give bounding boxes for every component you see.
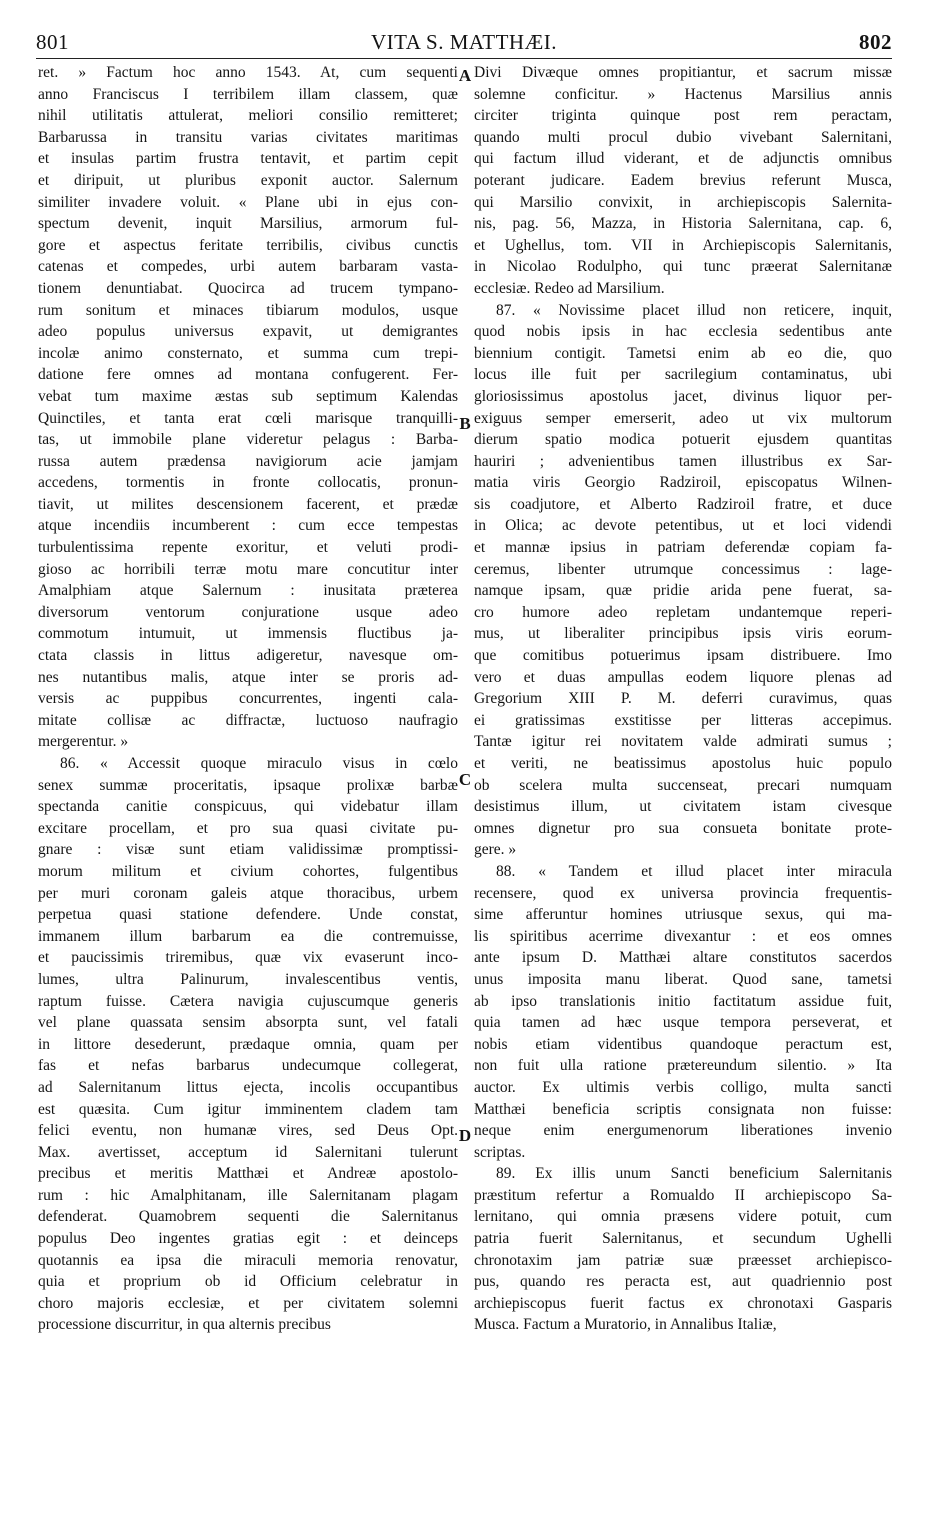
text-line: ab ipso translationis initio factitatum assidue fuit, (474, 992, 892, 1010)
text-line: pus, quando res peracta est, aut quadriennio post (474, 1273, 892, 1291)
text-line: perpetua quasi statione defendere. Unde constat, (38, 906, 458, 924)
text-line: gioso ac horribili terræ motu mare concutitur inter (38, 560, 458, 578)
text-line: poterant judicare. Eadem brevius referunt Musca, (474, 171, 892, 189)
text-line: ceremus, libenter utrumque concessimus : lage- (474, 560, 892, 578)
text-line: et mannæ ipsius in patriam deferendæ copiam fa- (474, 539, 892, 557)
text-line: fas et nefas barbarus undecumque collegerat, (38, 1057, 458, 1075)
right-text-column (474, 62, 892, 1336)
text-line: tionem denuntiabat. Quocirca ad trucem tympano- (38, 279, 458, 297)
text-line: vero et duas ampullas eodem liquore plenas ad (474, 668, 892, 686)
text-line: ctata classis in littus adigeretur, navesque om- (38, 647, 458, 665)
running-title: VITA S. MATTHÆI. (371, 30, 557, 54)
text-line: locus ille fuit per sacrilegium contaminatus, ubi (474, 366, 892, 384)
text-line: quia et proprium ob id Officium celebratur in (38, 1273, 458, 1291)
text-line: quando multi procul dubio vivebant Salernitani, (474, 128, 892, 146)
margin-letter-b: B (459, 414, 471, 433)
text-line: et Ughellus, tom. VII in Archiepiscopis Salernitanis, (474, 236, 892, 254)
text-line: cro humore adeo repletam undantemque reperi- (474, 603, 892, 621)
margin-letter-c: C (458, 770, 472, 789)
text-line: sime afferuntur homines utriusque sexus, qui ma- (474, 906, 892, 924)
text-line: gore et aspectus feritate terribilis, civibus cunctis (38, 236, 458, 254)
text-line: gloriosissimus apostolus jacet, divinus liquor per- (474, 387, 892, 405)
text-line: in littore desederunt, prædaque omnia, quam per (38, 1035, 458, 1053)
text-line: Tantæ igitur rei novitatem valde admirati sumus ; (474, 733, 892, 751)
text-line: senex summæ proceritatis, ipsaque prolixæ barbæ (38, 776, 458, 794)
text-line: præstitum refertur a Romualdo II archiepiscopo Sa- (474, 1186, 892, 1204)
text-line: ob scelera multa succenseat, precari numquam (474, 776, 892, 794)
text-line: excitare procellam, et pro sua quasi civitate pu- (38, 819, 458, 837)
text-line: lernitano, qui omnia præsens videre potuit, cum (474, 1208, 892, 1226)
text-line: neque enim energumenorum liberationes invenio (474, 1122, 892, 1140)
text-line: archiepiscopus fuerit factus ex chronotaxi Gasparis (474, 1294, 892, 1312)
text-line: auctor. Ex ultimis verbis colligo, multa sancti (474, 1078, 892, 1096)
text-line: morum militum et civium cohortes, fulgentibus (38, 862, 458, 880)
text-line: qui factum illud viderant, et de adjunctis omnibus (474, 150, 892, 168)
text-line: patria fuerit Salernitanus, et secundum Ughelli (474, 1230, 892, 1248)
text-line: gere. » (474, 841, 517, 859)
text-line: spectanda canitie conspicuus, qui videbatur illam (38, 798, 458, 816)
page-number-left: 801 (36, 30, 69, 54)
text-line: versis ac puppibus concurrentes, ingenti cala- (38, 690, 458, 708)
text-line: qui Marsilio convixit, in archiepiscopis Salernita- (474, 193, 892, 211)
text-line: spectum devenit, inquit Marsilius, armorum ful- (38, 215, 458, 233)
text-line: mergerentur. » (38, 733, 129, 751)
text-line: dierum spatio modica potuerit ejusdem quantitas (474, 431, 892, 449)
text-line: chronotaxim jam patriæ suæ præesset archiepisco- (474, 1251, 892, 1269)
text-line: immanem illum barbarum ea die contremuisse, (38, 927, 458, 945)
text-line: Barbarussa in transitu varias civitates maritimas (38, 128, 458, 146)
text-line: anno Franciscus I terribilem illam classem, quæ (38, 85, 458, 103)
text-line: nobis etiam videntibus quandoque peractum est, (474, 1035, 892, 1053)
text-line: omnes dignetur pro sua consueta bonitate prote- (474, 819, 892, 837)
text-line: vel plane quassata sensim absorpta sunt, vel fatali (38, 1014, 458, 1032)
margin-letter-a: A (458, 66, 472, 85)
text-line: processione discurritur, in qua alternis precibus (38, 1316, 331, 1334)
text-line: recensere, quod ex universa provincia frequentis- (474, 884, 892, 902)
text-line: namque ipsam, quæ pridie arida pene fuerat, sa- (474, 582, 892, 600)
text-line: lumes, ultra Palinurum, invalescentibus ventis, (38, 970, 458, 988)
text-line: vebat tum maxime æstas sub septimum Kalendas (38, 387, 458, 405)
text-line: choro majoris ecclesiæ, et per civitatem solemni (38, 1294, 458, 1312)
text-line: ecclesiæ. Redeo ad Marsilium. (474, 279, 665, 297)
text-line: 89. Ex illis unum Sancti beneficium Salernitanis (496, 1165, 892, 1183)
text-line: rum : hic Amalphitanam, ille Salernitanam plagam (38, 1186, 458, 1204)
text-line: Divi Divæque omnes propitiantur, et sacrum missæ (474, 64, 892, 81)
text-line: quotannis ea ipsa die miraculi memoria renovatur, (38, 1251, 458, 1269)
text-line: Gregorium XIII P. M. deferri curavimus, quas (474, 690, 892, 708)
text-line: nihil utilitatis attulerat, meliori consilio remitteret; (38, 107, 458, 125)
text-line: nis, pag. 56, Mazza, in Historia Salernitana, cap. 6, (474, 215, 892, 233)
text-line: catenas et compedes, urbi autem barbaram vasta- (38, 258, 458, 276)
text-line: tiavit, ut milites descensionem facerent, et prædæ (38, 495, 458, 513)
text-line: Matthæi beneficia scriptis consignata non fuisse: (474, 1100, 892, 1118)
text-line: similiter invadere voluit. « Plane ubi in ejus con- (38, 193, 458, 211)
text-line: ret. » Factum hoc anno 1543. At, cum sequenti (38, 64, 458, 81)
text-line: gnare : visæ sunt etiam validissimæ promptissi- (38, 841, 458, 859)
text-line: et paucissimis triremibus, quæ vix evaserunt inco- (38, 949, 458, 967)
text-line: diversorum ventorum conjuratione usque adeo (38, 603, 458, 621)
text-line: raptum fuisse. Cætera navigia cujuscumque generis (38, 992, 458, 1010)
text-line: commotum intumuit, ut immensis fluctibus ja- (38, 625, 458, 643)
text-line: mitate collisæ ac diffractæ, luctuoso naufragio (38, 711, 458, 729)
text-line: Amalphiam atque Salernum : inusitata præterea (38, 582, 458, 600)
text-line: sis coadjutore, et Alberto Radziroil fratre, et duce (474, 495, 892, 513)
text-line: adeo populus universus expavit, ut demigrantes (38, 323, 458, 341)
text-line: per muri coronam galeis atque thoracibus, urbem (38, 884, 458, 902)
text-line: in Olica; ac devote petentibus, ut et loci videndi (474, 517, 892, 535)
text-line: desistimus illum, ut civitatem istam civesque (474, 798, 892, 816)
running-header (36, 22, 892, 59)
text-line: turbulentissima repente exoritur, et veluti prodi- (38, 539, 458, 557)
text-line: biennium contigit. Tametsi enim ab eo die, quo (474, 344, 892, 362)
text-line: et insulas partim frustra tentavit, et partim cepit (38, 150, 458, 168)
text-line: defenderat. Quamobrem sequenti die Salernitanus (38, 1208, 458, 1226)
text-line: ei gratissimas exstitisse per litteras accepimus. (474, 711, 892, 729)
text-line: accedens, tormentis in fronte collocatis, pronun- (38, 474, 458, 492)
text-line: quod nobis ipsis in hac ecclesia sedentibus ante (474, 323, 892, 341)
text-line: Quinctiles, et tanta erat cœli marisque tranquilli- (38, 409, 458, 427)
text-line: felici eventu, non humanæ vires, sed Deus Opt. (38, 1122, 458, 1140)
text-line: rum sonitum et minaces tibiarum modulos, usque (38, 301, 458, 319)
text-line: et diripuit, ut pluribus exponit auctor. Salernum (38, 171, 458, 189)
text-line: datione fere omnes ad montana confugerent. Fer- (38, 366, 458, 384)
text-line: incolæ animo consternato, et summa cum trepi- (38, 344, 458, 362)
text-line: atque incendiis incumberent : cum ecce tempestas (38, 517, 458, 535)
text-line: ad Salernitanum littus ejecta, incolis occupantibus (38, 1078, 458, 1096)
text-line: russa autem prædensa navigiorum acie jamjam (38, 452, 458, 470)
text-line: in Nicolao Rodulpho, qui tunc præerat Salernitanæ (474, 258, 892, 276)
text-line: matia viris Georgio Radziroil, episcopatus Wilnen- (474, 474, 892, 492)
text-line: hauriri ; advenientibus tamen illustribus ex Sar- (474, 452, 892, 470)
text-line: populus Deo ingentes gratias egit : et deinceps (38, 1230, 458, 1248)
text-line: Musca. Factum a Muratorio, in Annalibus Italiæ, (474, 1316, 777, 1334)
text-line: solemne conficitur. » Hactenus Marsilius annis (474, 85, 892, 103)
text-line: quia tamen ad hæc usque tempora perseverat, et (474, 1014, 892, 1032)
page-number-right: 802 (859, 30, 892, 54)
text-line: 88. « Tandem et illud placet inter miracula (496, 862, 892, 880)
text-line: nes nutantibus malis, atque inter se proris ad- (38, 668, 458, 686)
text-line: exiguus semper emerserit, adeo ut vix multorum (474, 409, 892, 427)
text-line: mus, ut liberaliter principibus ipsis viris eorum- (474, 625, 892, 643)
text-line: circiter triginta quinque post rem peractam, (474, 107, 892, 125)
text-line: que comitibus potuerimus ipsam distribuere. Imo (474, 647, 892, 665)
text-line: Max. avertisset, acceptum id Salernitani tulerunt (38, 1143, 458, 1161)
margin-letter-d: D (458, 1126, 472, 1145)
text-line: 87. « Novissime placet illud non reticere, inquit, (496, 301, 892, 319)
text-line: est quæsita. Cum igitur imminentem cladem tam (38, 1100, 458, 1118)
text-line: precibus et meritis Matthæi et Andreæ apostolo- (38, 1165, 458, 1183)
text-line: tas, ut immobile plane videretur pelagus : Barba- (38, 431, 458, 449)
text-line: 86. « Accessit quoque miraculo visus in cœlo (60, 755, 458, 772)
text-line: non fuit ulla ratione prætereundum silentio. » Ita (474, 1057, 892, 1075)
text-line: unus imposita manu liberat. Quod sane, tametsi (474, 970, 892, 988)
text-line: lis spiritibus acerrime divexantur : et eos omnes (474, 927, 892, 945)
text-line: ante ipsum D. Matthæi altare constitutos sacerdos (474, 949, 892, 967)
text-line: scriptas. (474, 1143, 526, 1161)
text-line: et veriti, ne beatissimus apostolus huic populo (474, 755, 892, 772)
left-text-column (38, 62, 458, 1336)
